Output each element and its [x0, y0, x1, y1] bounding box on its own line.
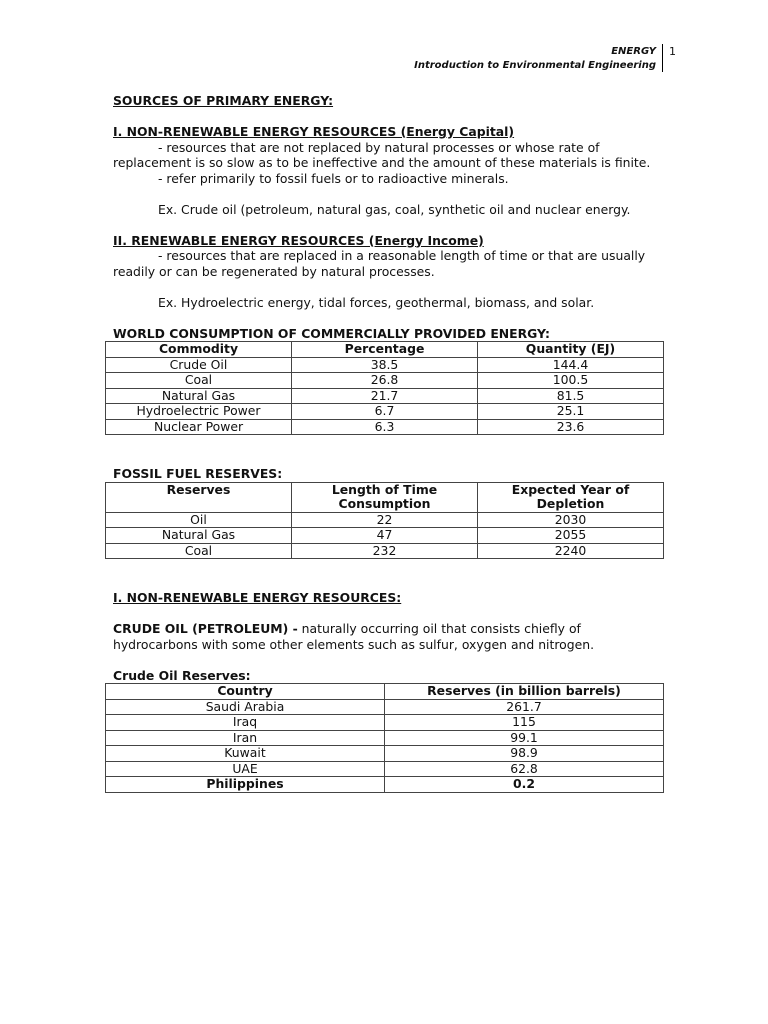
- table-cell: Saudi Arabia: [106, 699, 385, 715]
- table-cell: 21.7: [292, 388, 478, 404]
- table-row-highlight: [106, 777, 664, 793]
- fossil-reserves-table: [105, 482, 664, 560]
- table-header-row: [106, 684, 664, 700]
- crude-reserves-heading: Crude Oil Reserves:: [113, 667, 251, 683]
- page-number: 1: [669, 45, 676, 58]
- world-consumption-table: [105, 341, 664, 435]
- table-row: [106, 761, 664, 777]
- table-cell: Coal: [106, 373, 292, 389]
- table-cell: Kuwait: [106, 746, 385, 762]
- crude-reserves-table: [105, 683, 664, 793]
- table-header-cell: Reserves: [106, 482, 292, 512]
- table-cell: 6.3: [292, 419, 478, 435]
- table-header-cell: Length of Time Consumption: [292, 482, 478, 512]
- table-cell: 2055: [478, 528, 664, 544]
- table-cell: Natural Gas: [106, 388, 292, 404]
- table-cell: 47: [292, 528, 478, 544]
- table-row: [106, 528, 664, 544]
- nonrenew-paragraph-1: - resources that are not replaced by natural processes or whose rate of replacement is so slow as to be ineffective and the amount of these materials is finite.: [113, 139, 651, 170]
- table-cell: 232: [292, 543, 478, 559]
- table-header-cell: Reserves (in billion barrels): [385, 684, 664, 700]
- table-row: [106, 746, 664, 762]
- table-header-cell: Commodity: [106, 342, 292, 358]
- renew-paragraph-1: - resources that are replaced in a reasonable length of time or that are usually readily or can be regenerated by natural processes.: [113, 248, 646, 279]
- header-text: [380, 45, 656, 73]
- table-row: [106, 699, 664, 715]
- table-cell: Iran: [106, 730, 385, 746]
- table-cell: 22: [292, 512, 478, 528]
- table-cell: 144.4: [478, 357, 664, 373]
- table-cell: 261.7: [385, 699, 664, 715]
- table-cell: Coal: [106, 543, 292, 559]
- table-row: [106, 543, 664, 559]
- table-row: [106, 388, 664, 404]
- table-cell: Crude Oil: [106, 357, 292, 373]
- table-cell: 115: [385, 715, 664, 731]
- table-row: [106, 715, 664, 731]
- table-header-cell: Quantity (EJ): [478, 342, 664, 358]
- table-cell: 26.8: [292, 373, 478, 389]
- header-divider: [662, 44, 663, 72]
- table-cell: 62.8: [385, 761, 664, 777]
- table-cell: 25.1: [478, 404, 664, 420]
- table-cell: 100.5: [478, 373, 664, 389]
- table-cell: 99.1: [385, 730, 664, 746]
- crude-oil-term: CRUDE OIL (PETROLEUM) -: [113, 621, 298, 636]
- table-cell: 2240: [478, 543, 664, 559]
- doc-title: SOURCES OF PRIMARY ENERGY:: [113, 93, 334, 108]
- table-row: [106, 373, 664, 389]
- nonrenew-example: Ex. Crude oil (petroleum, natural gas, coal, synthetic oil and nuclear energy.: [158, 201, 631, 217]
- table-cell: UAE: [106, 761, 385, 777]
- document-body: [113, 93, 663, 793]
- renew-example: Ex. Hydroelectric energy, tidal forces, geothermal, biomass, and solar.: [158, 294, 595, 310]
- table-cell: 6.7: [292, 404, 478, 420]
- table-cell: 2030: [478, 512, 664, 528]
- table-header-cell: Country: [106, 684, 385, 700]
- header-subtitle: Introduction to Environmental Engineering: [414, 60, 656, 71]
- table-row: [106, 357, 664, 373]
- table-row: [106, 404, 664, 420]
- nonrenew2-heading: I. NON-RENEWABLE ENERGY RESOURCES:: [113, 590, 402, 605]
- table-cell: 38.5: [292, 357, 478, 373]
- table-cell: Natural Gas: [106, 528, 292, 544]
- table-cell: 81.5: [478, 388, 664, 404]
- table-header-row: [106, 342, 664, 358]
- table-cell: Iraq: [106, 715, 385, 731]
- table-cell: 23.6: [478, 419, 664, 435]
- table-header-row: [106, 482, 664, 512]
- world-consumption-heading: WORLD CONSUMPTION OF COMMERCIALLY PROVIDED ENERGY:: [113, 325, 550, 341]
- crude-oil-paragraph: [113, 621, 663, 652]
- header-title: ENERGY: [611, 46, 656, 57]
- table-header-cell: Expected Year of Depletion: [478, 482, 664, 512]
- table-cell: 0.2: [385, 777, 664, 793]
- crude-oil-definition: naturally occurring oil that consists chiefly of hydrocarbons with some other elements such as sulfur, oxygen and nitrogen.: [113, 621, 595, 652]
- table-header-cell: Percentage: [292, 342, 478, 358]
- table-row: [106, 419, 664, 435]
- table-cell: 98.9: [385, 746, 664, 762]
- table-cell: Oil: [106, 512, 292, 528]
- table-row: [106, 512, 664, 528]
- nonrenew-paragraph-2: - refer primarily to fossil fuels or to radioactive minerals.: [158, 170, 509, 186]
- table-cell: Hydroelectric Power: [106, 404, 292, 420]
- fossil-reserves-heading: FOSSIL FUEL RESERVES:: [113, 466, 283, 481]
- table-cell: Philippines: [106, 777, 385, 793]
- nonrenew-heading: I. NON-RENEWABLE ENERGY RESOURCES (Energy Capital): [113, 124, 515, 139]
- table-cell: Nuclear Power: [106, 419, 292, 435]
- renew-heading: II. RENEWABLE ENERGY RESOURCES (Energy Income): [113, 232, 484, 248]
- table-row: [106, 730, 664, 746]
